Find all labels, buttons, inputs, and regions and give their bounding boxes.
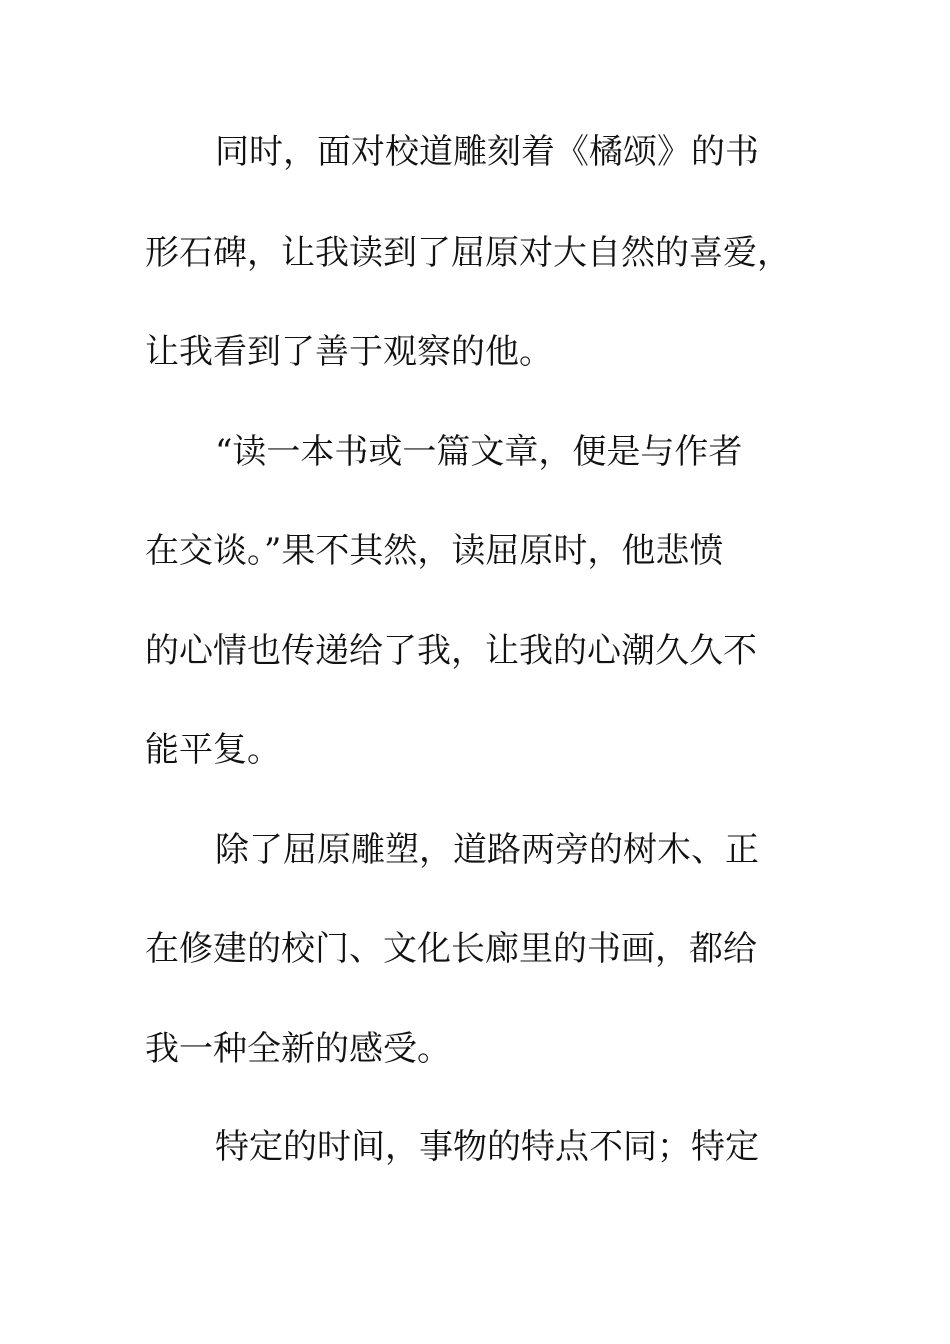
text-line: 的心情也传递给了我，让我的心潮久久不 — [145, 631, 757, 671]
text-line: 能平复。 — [145, 730, 281, 770]
text-line: 特定的时间，事物的特点不同；特定 — [215, 1127, 759, 1167]
text-line: 让我看到了善于观察的他。 — [145, 332, 553, 372]
text-line: 同时，面对校道雕刻着《橘颂》的书 — [215, 132, 759, 172]
text-line: “读一本书或一篇文章，便是与作者 — [215, 432, 743, 472]
text-line: 除了屈原雕塑，道路两旁的树木、正 — [215, 830, 759, 870]
text-line: 我一种全新的感受。 — [145, 1029, 451, 1069]
text-line: 在交谈。”果不其然，读屈原时，他悲愤 — [145, 531, 724, 571]
text-line: 在修建的校门、文化长廊里的书画，都给 — [145, 929, 757, 969]
text-line: 形石碑，让我读到了屈原对大自然的喜爱， — [145, 233, 791, 273]
